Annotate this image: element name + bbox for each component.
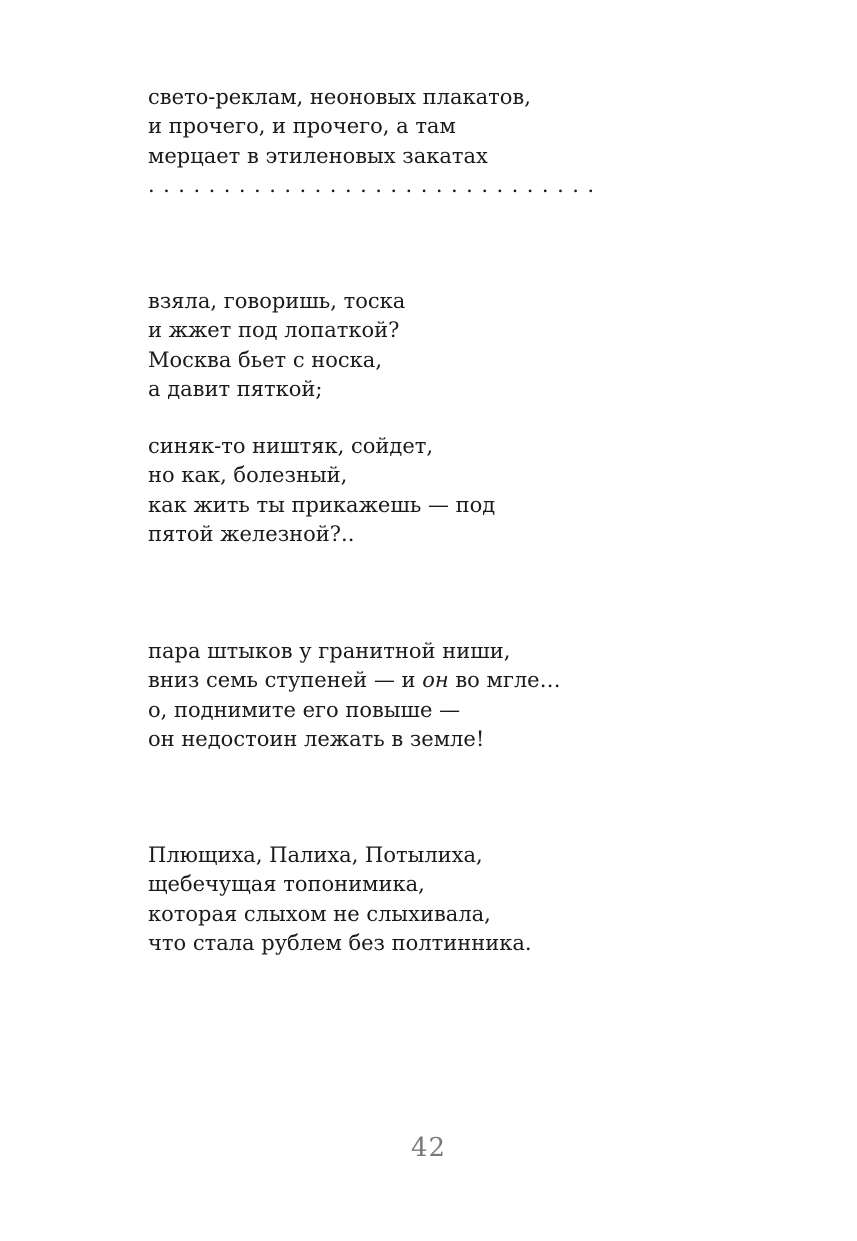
poem-line: синяк-то ништяк, сойдет,: [148, 434, 434, 458]
poem-line: о, поднимите его повыше —: [148, 697, 461, 722]
line-text-after: во мгле…: [448, 668, 561, 693]
poem-line: взяла, говоришь, тоска: [148, 289, 406, 313]
poem-line: что стала рублем без полтинника.: [148, 931, 532, 956]
stanza-1: [148, 83, 595, 201]
poem-line-with-italic: [148, 666, 561, 695]
poem-line: пятой железной?..: [148, 522, 355, 547]
poem-line: он недостоин лежать в земле!: [148, 727, 485, 752]
poem-line: пара штыков у гранитной ниши,: [148, 639, 511, 663]
poem-line: но как, болезный,: [148, 463, 348, 488]
stanza-5: [148, 841, 532, 959]
poem-line: а давит пяткой;: [148, 377, 323, 402]
poem-line: которая слыхом не слыхивала,: [148, 901, 491, 926]
poem-line: и жжет под лопаткой?: [148, 318, 400, 343]
stanza-2: [148, 287, 405, 405]
ellipsis-dots-line: . . . . . . . . . . . . . . . . . . . . . . . . . . . . . .: [148, 173, 595, 198]
poem-line: Плющиха, Палиха, Потылиха,: [148, 843, 483, 867]
stanza-4: [148, 637, 561, 755]
page-number: 42: [410, 1133, 447, 1163]
poem-line: мерцает в этиленовых закатах: [148, 143, 488, 168]
line-text-before: вниз семь ступеней — и: [148, 668, 423, 693]
poem-line: и прочего, и прочего, а там: [148, 114, 456, 139]
italic-word: он: [422, 668, 449, 693]
poem-line: как жить ты прикажешь — под: [148, 492, 496, 517]
poem-line: Москва бьет с носка,: [148, 347, 383, 372]
poem-line: щебечущая топонимика,: [148, 872, 425, 897]
poem-line: свето-реклам, неоновых плакатов,: [148, 85, 531, 109]
stanza-3: [148, 432, 495, 550]
